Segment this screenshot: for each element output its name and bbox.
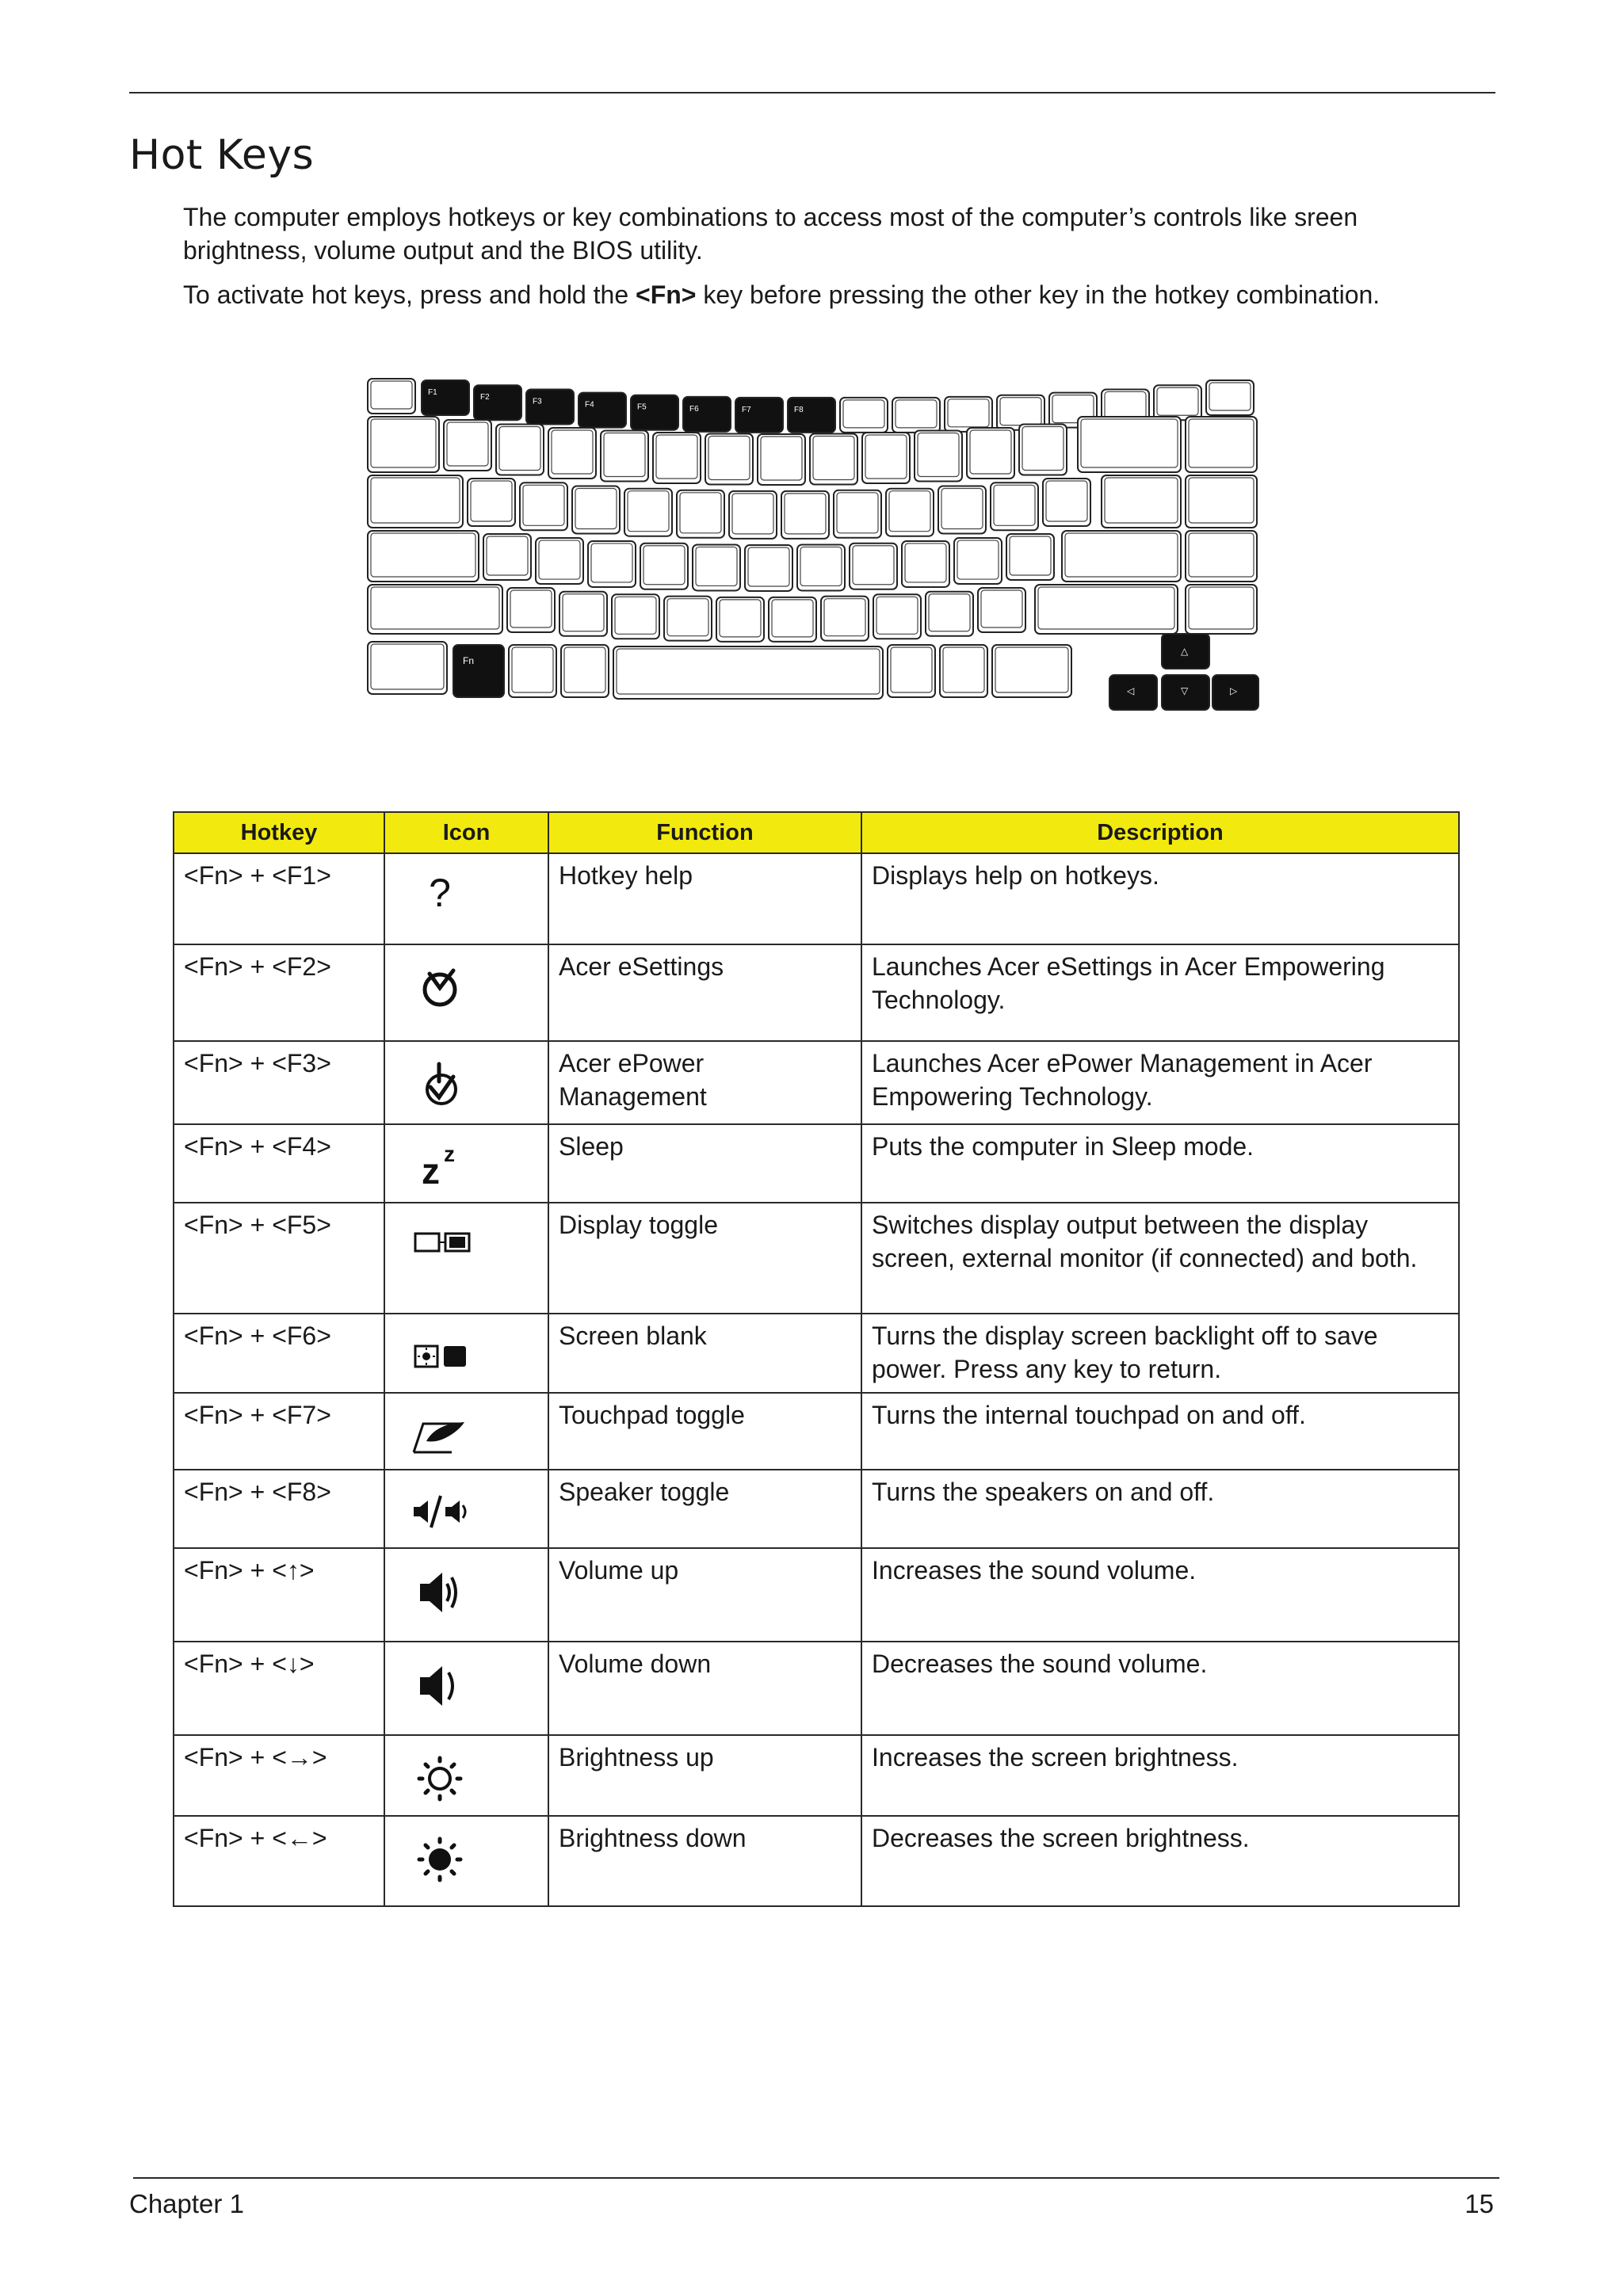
number-key [810,434,857,485]
fkey-5 [631,395,678,430]
footer-chapter: Chapter 1 [129,2189,244,2218]
top-rule [129,92,1495,93]
letter-key [886,489,934,536]
letter-key [536,538,583,584]
volume-down-icon [404,1650,475,1714]
description-cell: Increases the screen brightness. [861,1735,1459,1816]
icon-cell [384,1816,548,1906]
number-key [496,425,544,475]
fkey-7 [735,398,783,433]
letter-key [572,486,620,534]
letter-key [873,594,921,639]
letter-key [902,541,949,587]
fkey-label-5: F5 [637,402,647,412]
icon-cell [384,1124,548,1203]
hotkey-cell: <Fn> + <F1> [174,853,384,944]
activation-suffix: key before pressing the other key in the hotkey combination. [696,280,1381,309]
right-ctrl-key [992,645,1071,697]
letter-key [559,592,607,636]
icon-cell [384,1314,548,1393]
fn-key-reference: <Fn> [636,280,697,309]
fkey-8 [788,398,835,433]
letter-key [729,491,777,539]
description-cell: Switches display output between the display screen, external monitor (if connected) and both. [861,1203,1459,1314]
brightness-up-icon [404,1744,475,1807]
table-row [174,1203,1459,1314]
speaker-toggle-icon [404,1478,475,1542]
hotkey-cell: <Fn> + <→> [174,1735,384,1816]
space-key [613,646,883,699]
icon-cell [384,1642,548,1735]
function-cell: Acer eSettings [548,944,861,1041]
keyboard-diagram [365,372,1260,721]
number-key [653,433,701,483]
fkey-1 [422,380,469,415]
letter-key [693,544,740,590]
number-key [1019,425,1067,475]
function-cell: Volume down [548,1642,861,1735]
top-row-key [892,398,940,433]
letter-key [797,544,845,590]
ctrl-key [368,642,447,694]
alt-gr-key [888,645,935,697]
icon-cell [384,1470,548,1548]
number-key [915,431,962,482]
header-icon: Icon [384,812,548,853]
fkey-label-6: F6 [689,404,699,414]
function-cell: Speaker toggle [548,1470,861,1548]
top-row-key [1154,385,1201,420]
svg-text:?: ? [429,871,451,915]
volume-up-icon [404,1557,475,1620]
number-key [758,434,805,485]
question-icon [404,862,475,925]
esettings-icon [404,953,475,1016]
hotkey-cell: <Fn> + <↓> [174,1642,384,1735]
number-key [548,428,596,479]
hotkey-cell: <Fn> + <F2> [174,944,384,1041]
letter-key [938,486,986,534]
table-row [174,1735,1459,1816]
header-function: Function [548,812,861,853]
win-key [509,645,556,697]
fkey-label-2: F2 [480,393,490,402]
description-cell: Launches Acer ePower Management in Acer Empowering Technology. [861,1041,1459,1124]
display-toggle-icon [404,1211,475,1275]
svg-text:z: z [422,1150,440,1192]
header-hotkey: Hotkey [174,812,384,853]
hotkey-table [173,811,1460,1907]
menu-key [940,645,987,697]
description-cell: Decreases the screen brightness. [861,1816,1459,1906]
letter-key [483,534,531,580]
end-key [1186,585,1257,634]
letter-key [507,588,555,632]
alt-key [561,645,609,697]
letter-key [716,597,764,642]
pagedown-key [1186,531,1257,582]
left-shift-key [368,585,502,634]
svg-text:z: z [444,1142,455,1166]
hotkey-cell: <Fn> + <F4> [174,1124,384,1203]
bottom-rule [133,2177,1499,2179]
letter-key [769,597,816,642]
function-cell: Touchpad toggle [548,1393,861,1470]
function-cell: Screen blank [548,1314,861,1393]
letter-key [954,538,1002,584]
letter-key [588,541,636,587]
fkey-2 [474,385,521,420]
letter-key [850,543,897,589]
icon-cell [384,1548,548,1642]
down-arrow-glyph: ▽ [1181,685,1189,696]
touchpad-icon [404,1402,475,1465]
icon-cell [384,944,548,1041]
hotkey-cell: <Fn> + <F3> [174,1041,384,1124]
function-cell: Hotkey help [548,853,861,944]
activation-paragraph [183,278,1483,311]
pageup-key [1186,475,1257,528]
letter-key [745,545,792,591]
epower-icon [404,1050,475,1113]
icon-cell [384,853,548,944]
table-row [174,1041,1459,1124]
fkey-3 [526,389,574,424]
description-cell: Turns the speakers on and off. [861,1470,1459,1548]
top-row-key [1206,380,1254,415]
left-arrow-glyph: ◁ [1127,685,1135,696]
hotkey-cell: <Fn> + <↑> [174,1548,384,1642]
right-arrow-glyph: ▷ [1230,685,1238,696]
icon-cell [384,1393,548,1470]
function-cell: Display toggle [548,1203,861,1314]
number-key [705,434,753,485]
description-cell: Turns the display screen backlight off to save power. Press any key to return. [861,1314,1459,1393]
backtick-key [368,417,439,472]
table-header-row [174,812,1459,853]
function-cell: Brightness down [548,1816,861,1906]
table-row [174,1470,1459,1548]
description-cell: Turns the internal touchpad on and off. [861,1393,1459,1470]
table-row [174,1642,1459,1735]
hotkey-cell: <Fn> + <F5> [174,1203,384,1314]
letter-key [1006,534,1054,580]
page-title: Hot Keys [129,132,315,179]
icon-cell [384,1203,548,1314]
letter-key [1043,479,1090,526]
number-key [967,428,1014,479]
letter-key [926,592,973,636]
fkey-label-1: F1 [428,388,437,397]
letter-key [821,597,869,641]
letter-key [520,482,567,530]
letter-key [612,594,659,639]
fkey-4 [579,393,626,428]
table-row [174,1124,1459,1203]
delete-key [1186,417,1257,472]
letter-key [834,490,881,538]
activation-prefix: To activate hot keys, press and hold the [183,280,636,309]
screen-blank-icon [404,1322,475,1386]
letter-key [664,597,712,641]
letter-key [978,588,1025,632]
table-row [174,1816,1459,1906]
number-key [601,431,648,482]
letter-key [781,491,829,539]
fn-key [453,645,504,697]
function-cell: Sleep [548,1124,861,1203]
sleep-icon [404,1133,475,1196]
table-row [174,1548,1459,1642]
enter-key [1062,531,1181,582]
backspace-key [1078,417,1181,472]
icon-cell [384,1735,548,1816]
table-row [174,1393,1459,1470]
letter-key [468,479,515,526]
footer-page-number: 15 [1465,2189,1494,2218]
esc-key [368,379,415,414]
table-row [174,1314,1459,1393]
hotkey-cell: <Fn> + <←> [174,1816,384,1906]
description-cell: Puts the computer in Sleep mode. [861,1124,1459,1203]
table-row [174,944,1459,1041]
number-key [444,420,491,471]
number-key [862,433,910,483]
top-row-key [945,397,992,432]
description-cell: Displays help on hotkeys. [861,853,1459,944]
tab-key [368,475,463,528]
header-description: Description [861,812,1459,853]
fkey-label-4: F4 [585,400,594,410]
icon-cell [384,1041,548,1124]
hotkey-cell: <Fn> + <F7> [174,1393,384,1470]
function-cell: Acer ePower Management [548,1041,861,1124]
keyboard-illustration [365,372,1260,721]
backslash-key [1102,475,1181,528]
description-cell: Launches Acer eSettings in Acer Empowering Technology. [861,944,1459,1041]
right-shift-key [1035,585,1178,634]
hotkey-cell: <Fn> + <F6> [174,1314,384,1393]
up-arrow-glyph: △ [1181,646,1189,657]
fkey-label-7: F7 [742,405,751,414]
fkey-6 [683,397,731,432]
letter-key [640,543,688,589]
capslock-key [368,531,479,582]
fkey-label-8: F8 [794,405,804,414]
description-cell: Decreases the sound volume. [861,1642,1459,1735]
top-row-key [840,398,888,433]
table-row [174,853,1459,944]
function-cell: Brightness up [548,1735,861,1816]
function-cell: Volume up [548,1548,861,1642]
fn-key-label: Fn [463,655,475,666]
fkey-label-3: F3 [533,397,542,406]
hotkey-cell: <Fn> + <F8> [174,1470,384,1548]
letter-key [991,482,1038,530]
brightness-down-icon [404,1825,475,1888]
description-cell: Increases the sound volume. [861,1548,1459,1642]
letter-key [677,490,724,538]
intro-paragraph: The computer employs hotkeys or key combinations to access most of the computer’s controls like sreen brightness, volume output and the BIOS utility. [183,203,1358,265]
letter-key [624,489,672,536]
